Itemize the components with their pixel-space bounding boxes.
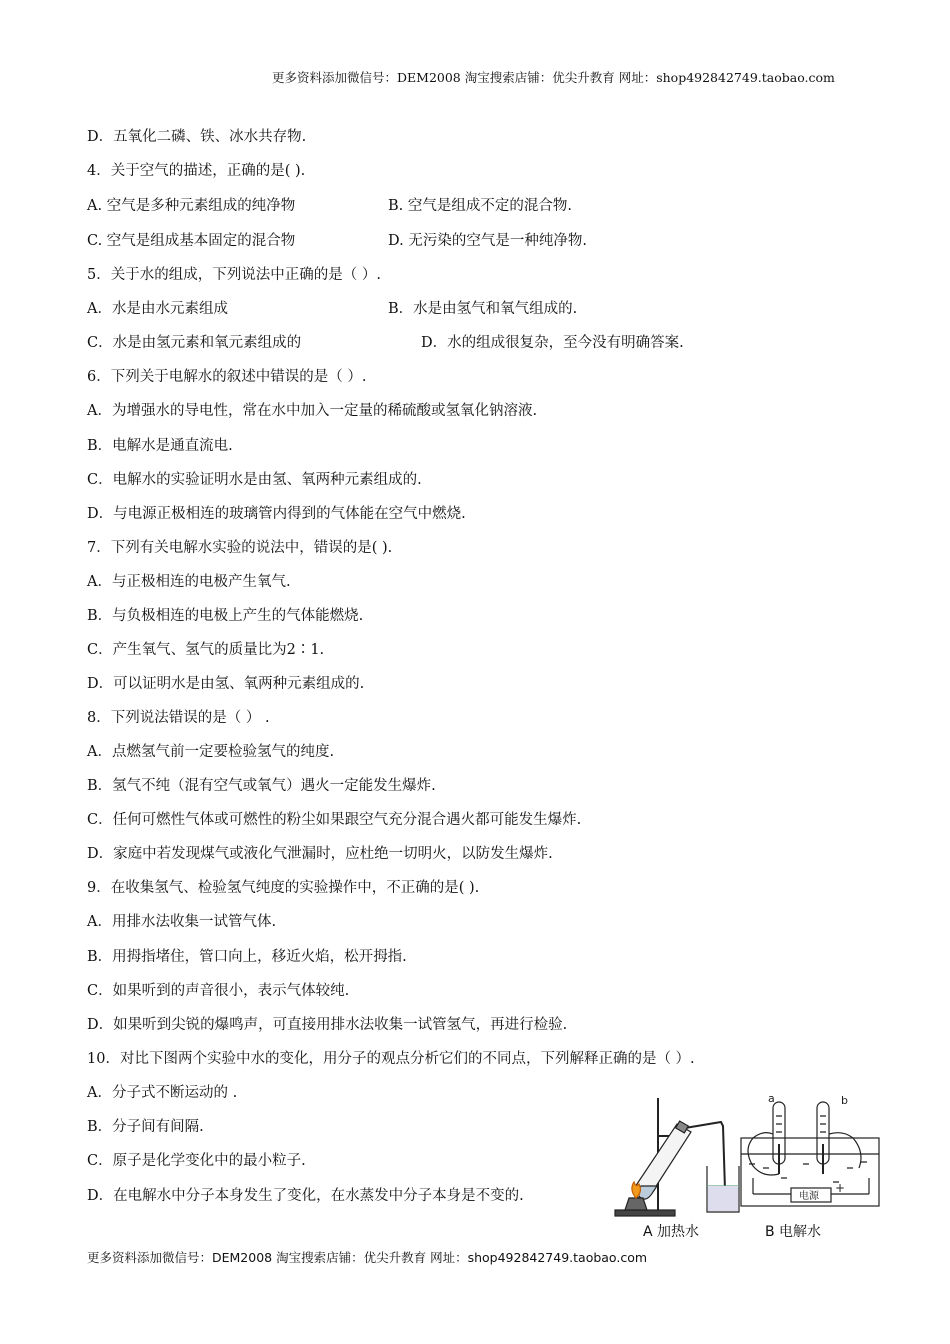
q6-stem: 6．下列关于电解水的叙述中错误的是（ ）.: [87, 369, 367, 385]
q8-option-d: D．家庭中若发现煤气或液化气泄漏时，应杜绝一切明火，以防发生爆炸.: [87, 846, 553, 862]
q4-option-a: A. 空气是多种元素组成的纯净物: [87, 198, 296, 214]
q7-option-d: D．可以证明水是由氢、氧两种元素组成的.: [87, 676, 365, 692]
q5-option-d: D．水的组成很复杂，至今没有明确答案.: [421, 335, 684, 351]
q4-option-b: B. 空气是组成不定的混合物.: [388, 198, 572, 214]
q6-option-a: A．为增强水的导电性，常在水中加入一定量的稀硫酸或氢氧化钠溶液.: [87, 403, 538, 419]
q4-stem: 4．关于空气的描述，正确的是( ).: [87, 163, 306, 179]
q7-option-b: B．与负极相连的电极上产生的气体能燃烧.: [87, 608, 364, 624]
q10-stem: 10．对比下图两个实验中水的变化，用分子的观点分析它们的不同点，下列解释正确的是（ ）.: [87, 1051, 695, 1067]
q5-option-b: B．水是由氢气和氧气组成的.: [388, 301, 578, 317]
tube-b-label: b: [841, 1094, 848, 1107]
q9-option-b: B．用拇指堵住，管口向上，移近火焰，松开拇指.: [87, 949, 407, 965]
q7-option-c: C．产生氧气、氢气的质量比为2∶1.: [87, 642, 325, 658]
q8-option-c: C．任何可燃性气体或可燃性的粉尘如果跟空气充分混合遇火都可能发生爆炸.: [87, 812, 582, 828]
q8-option-b: B．氢气不纯（混有空气或氧气）遇火一定能发生爆炸.: [87, 778, 436, 794]
q8-option-a: A．点燃氢气前一定要检验氢气的纯度.: [87, 744, 335, 760]
q5-option-c: C．水是由氢元素和氧元素组成的: [87, 335, 302, 351]
q6-option-c: C．电解水的实验证明水是由氢、氧两种元素组成的.: [87, 472, 422, 488]
q9-option-c: C．如果听到的声音很小，表示气体较纯.: [87, 983, 350, 999]
page-header: 更多资料添加微信号：DEM2008 淘宝搜索店铺：优尖升教育 网址：shop492842749.taobao.com: [272, 70, 835, 85]
heating-apparatus: [615, 1098, 739, 1216]
q10-option-c: C．原子是化学变化中的最小粒子.: [87, 1153, 306, 1169]
q8-stem: 8．下列说法错误的是（ ） .: [87, 710, 270, 726]
caption-heating-water: A 加热水: [643, 1224, 700, 1240]
q9-option-d: D．如果听到尖锐的爆鸣声，可直接用排水法收集一试管氢气，再进行检验.: [87, 1017, 568, 1033]
q5-option-a: A．水是由水元素组成: [87, 301, 228, 317]
tube-a-label: a: [768, 1094, 775, 1105]
q4-option-d: D. 无污染的空气是一种纯净物.: [388, 233, 587, 249]
q6-option-b: B．电解水是通直流电.: [87, 438, 233, 454]
q10-option-d: D．在电解水中分子本身发生了变化，在水蒸发中分子本身是不变的.: [87, 1188, 524, 1204]
caption-electrolysis: B 电解水: [765, 1224, 822, 1240]
q7-option-a: A．与正极相连的电极产生氧气.: [87, 574, 291, 590]
q10-option-b: B．分子间有间隔.: [87, 1119, 204, 1135]
q9-option-a: A．用排水法收集一试管气体.: [87, 914, 277, 930]
page-footer: 更多资料添加微信号：DEM2008 淘宝搜索店铺：优尖升教育 网址：shop492842749.taobao.com: [87, 1250, 648, 1265]
positive-terminal-icon: +: [835, 1181, 846, 1195]
q5-stem: 5．关于水的组成，下列说法中正确的是（ ）.: [87, 267, 381, 283]
q9-stem: 9．在收集氢气、检验氢气纯度的实验操作中，不正确的是( ).: [87, 880, 480, 896]
q6-option-d: D．与电源正极相连的玻璃管内得到的气体能在空气中燃烧.: [87, 506, 466, 522]
q10-option-a: A．分子式不断运动的 .: [87, 1085, 238, 1101]
q4-option-c: C. 空气是组成基本固定的混合物: [87, 233, 296, 249]
power-source-label: 电源: [799, 1191, 819, 1202]
q3-option-d: D．五氧化二磷、铁、冰水共存物.: [87, 129, 307, 145]
q7-stem: 7．下列有关电解水实验的说法中，错误的是( ).: [87, 540, 393, 556]
